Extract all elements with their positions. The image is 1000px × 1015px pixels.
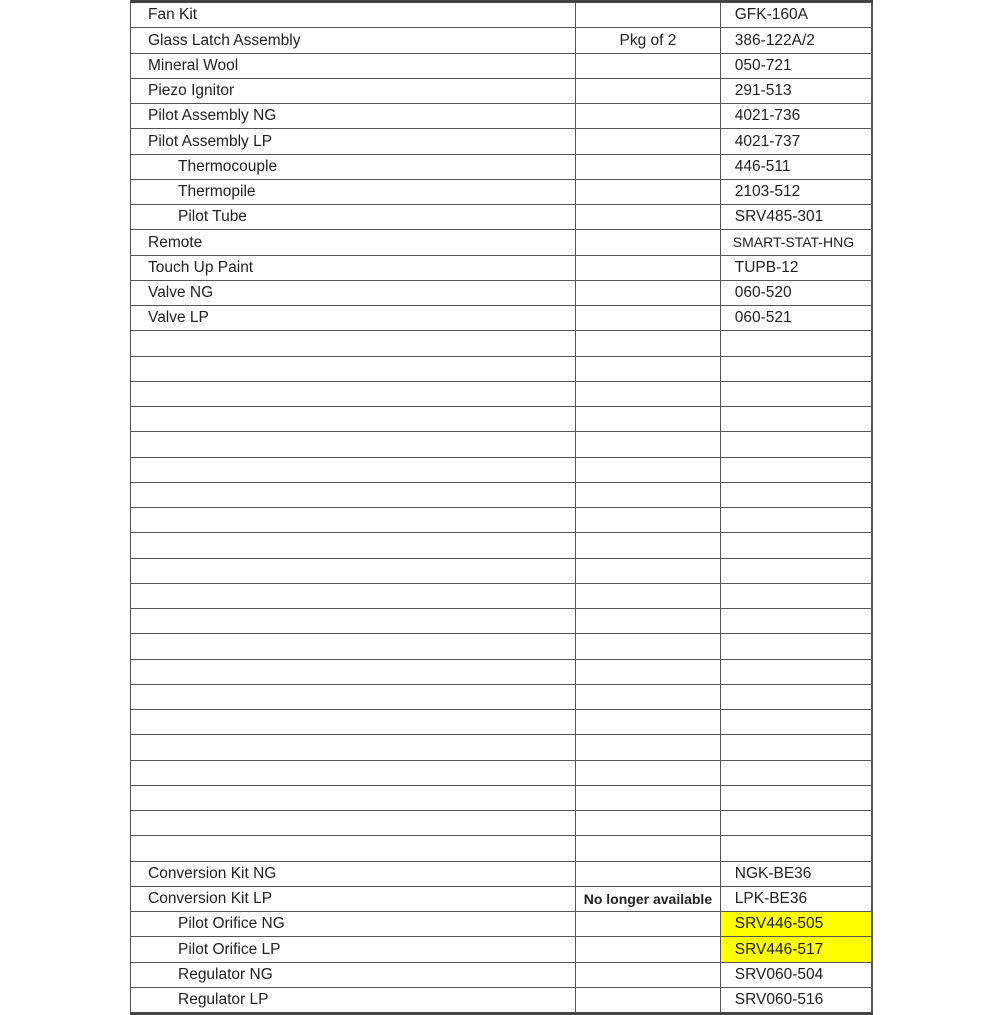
part-description-cell [131, 583, 576, 608]
table-row [131, 987, 873, 1013]
part-description-cell: Pilot Tube [131, 205, 576, 230]
table-row [131, 886, 873, 911]
part-number-cell-highlighted: SRV446-517 [720, 937, 872, 962]
table-row [131, 836, 873, 861]
part-note-cell [576, 129, 721, 154]
part-description-cell [131, 381, 576, 406]
part-description-cell: Conversion Kit NG [131, 861, 576, 886]
table-row [131, 760, 873, 785]
part-description-cell [131, 684, 576, 709]
part-description-cell [131, 482, 576, 507]
table-row [131, 381, 873, 406]
part-description-cell [131, 457, 576, 482]
part-note-cell [576, 154, 721, 179]
table-row [131, 609, 873, 634]
part-description-cell: Pilot Orifice NG [131, 912, 576, 937]
part-number-cell [720, 356, 872, 381]
part-description-cell [131, 785, 576, 810]
part-number-cell: 4021-736 [720, 104, 872, 129]
part-description-cell: Remote [131, 230, 576, 255]
part-number-cell: 291-513 [720, 78, 872, 103]
part-number-cell [720, 684, 872, 709]
parts-table [130, 0, 873, 1015]
part-number-cell [720, 407, 872, 432]
part-note-cell [576, 78, 721, 103]
table-row [131, 255, 873, 280]
table-row [131, 457, 873, 482]
part-number-cell [720, 836, 872, 861]
part-description-cell [131, 432, 576, 457]
table-row [131, 735, 873, 760]
part-number-cell [720, 760, 872, 785]
table-row [131, 154, 873, 179]
part-number-cell: GFK-160A [720, 2, 872, 28]
part-note-cell [576, 280, 721, 305]
part-note-cell [576, 962, 721, 987]
part-number-cell [720, 609, 872, 634]
parts-list-sheet [130, 0, 873, 1009]
table-row [131, 861, 873, 886]
part-number-cell: SMART-STAT-HNG [720, 230, 872, 255]
part-number-cell [720, 533, 872, 558]
part-number-cell [720, 659, 872, 684]
table-row [131, 558, 873, 583]
table-row [131, 306, 873, 331]
part-description-cell [131, 760, 576, 785]
part-number-cell [720, 710, 872, 735]
part-description-cell: Thermocouple [131, 154, 576, 179]
part-note-cell [576, 205, 721, 230]
part-number-cell: TUPB-12 [720, 255, 872, 280]
part-note-cell [576, 684, 721, 709]
part-number-cell [720, 634, 872, 659]
part-description-cell [131, 659, 576, 684]
part-description-cell: Valve LP [131, 306, 576, 331]
part-description-cell: Touch Up Paint [131, 255, 576, 280]
part-note-cell [576, 356, 721, 381]
part-note-cell [576, 331, 721, 356]
part-note-cell [576, 710, 721, 735]
part-note-cell [576, 53, 721, 78]
part-note-cell [576, 432, 721, 457]
part-note-cell [576, 558, 721, 583]
part-number-cell: SRV060-504 [720, 962, 872, 987]
table-row [131, 407, 873, 432]
part-number-cell [720, 482, 872, 507]
part-description-cell: Pilot Assembly NG [131, 104, 576, 129]
part-description-cell [131, 331, 576, 356]
part-number-cell-highlighted: SRV446-505 [720, 912, 872, 937]
part-description-cell: Conversion Kit LP [131, 886, 576, 911]
part-number-cell: NGK-BE36 [720, 861, 872, 886]
table-row [131, 280, 873, 305]
part-note-cell: No longer available [576, 886, 721, 911]
part-note-cell [576, 508, 721, 533]
part-description-cell [131, 558, 576, 583]
part-note-cell [576, 659, 721, 684]
part-description-cell: Thermopile [131, 179, 576, 204]
part-number-cell: 060-521 [720, 306, 872, 331]
table-row [131, 28, 873, 53]
part-note-cell [576, 735, 721, 760]
table-row [131, 230, 873, 255]
part-number-cell [720, 457, 872, 482]
part-note-cell [576, 255, 721, 280]
table-row [131, 937, 873, 962]
part-number-cell: 050-721 [720, 53, 872, 78]
part-note-cell [576, 937, 721, 962]
part-note-cell [576, 987, 721, 1013]
part-note-cell [576, 482, 721, 507]
part-note-cell [576, 583, 721, 608]
table-row [131, 583, 873, 608]
part-note-cell [576, 811, 721, 836]
part-note-cell [576, 609, 721, 634]
part-number-cell: 060-520 [720, 280, 872, 305]
part-description-cell: Pilot Assembly LP [131, 129, 576, 154]
part-description-cell: Piezo Ignitor [131, 78, 576, 103]
table-row [131, 129, 873, 154]
part-description-cell [131, 634, 576, 659]
part-number-cell: SRV485-301 [720, 205, 872, 230]
part-number-cell [720, 508, 872, 533]
table-row [131, 533, 873, 558]
part-description-cell [131, 356, 576, 381]
table-row [131, 785, 873, 810]
table-row [131, 634, 873, 659]
part-description-cell: Valve NG [131, 280, 576, 305]
part-number-cell [720, 432, 872, 457]
table-row [131, 659, 873, 684]
part-note-cell [576, 306, 721, 331]
parts-table-body [131, 2, 873, 1014]
part-number-cell: LPK-BE36 [720, 886, 872, 911]
part-note-cell [576, 179, 721, 204]
part-number-cell [720, 735, 872, 760]
table-row [131, 508, 873, 533]
part-note-cell [576, 2, 721, 28]
part-number-cell: 446-511 [720, 154, 872, 179]
part-description-cell: Regulator NG [131, 962, 576, 987]
part-number-cell [720, 331, 872, 356]
part-note-cell [576, 533, 721, 558]
part-note-cell [576, 457, 721, 482]
table-row [131, 53, 873, 78]
part-note-cell [576, 861, 721, 886]
part-number-cell [720, 381, 872, 406]
part-description-cell [131, 710, 576, 735]
part-description-cell [131, 811, 576, 836]
part-number-cell [720, 583, 872, 608]
part-note-cell: Pkg of 2 [576, 28, 721, 53]
part-note-cell [576, 912, 721, 937]
part-note-cell [576, 230, 721, 255]
part-description-cell: Mineral Wool [131, 53, 576, 78]
table-row [131, 356, 873, 381]
part-number-cell: 2103-512 [720, 179, 872, 204]
table-row [131, 811, 873, 836]
table-row [131, 962, 873, 987]
table-row [131, 432, 873, 457]
part-number-cell: 4021-737 [720, 129, 872, 154]
part-description-cell [131, 533, 576, 558]
part-number-cell: SRV060-516 [720, 987, 872, 1013]
table-row [131, 684, 873, 709]
part-description-cell: Fan Kit [131, 2, 576, 28]
part-note-cell [576, 785, 721, 810]
part-description-cell: Pilot Orifice LP [131, 937, 576, 962]
part-note-cell [576, 634, 721, 659]
part-description-cell: Glass Latch Assembly [131, 28, 576, 53]
part-number-cell [720, 558, 872, 583]
part-number-cell: 386-122A/2 [720, 28, 872, 53]
part-note-cell [576, 381, 721, 406]
part-description-cell: Regulator LP [131, 987, 576, 1013]
table-row [131, 104, 873, 129]
table-row [131, 710, 873, 735]
part-note-cell [576, 836, 721, 861]
part-note-cell [576, 104, 721, 129]
part-description-cell [131, 836, 576, 861]
table-row [131, 179, 873, 204]
table-row [131, 331, 873, 356]
part-note-cell [576, 407, 721, 432]
table-row [131, 482, 873, 507]
part-note-cell [576, 760, 721, 785]
part-description-cell [131, 508, 576, 533]
part-number-cell [720, 811, 872, 836]
part-number-cell [720, 785, 872, 810]
table-row [131, 205, 873, 230]
part-description-cell [131, 407, 576, 432]
table-row [131, 912, 873, 937]
part-description-cell [131, 609, 576, 634]
part-description-cell [131, 735, 576, 760]
table-row [131, 78, 873, 103]
table-row [131, 2, 873, 28]
